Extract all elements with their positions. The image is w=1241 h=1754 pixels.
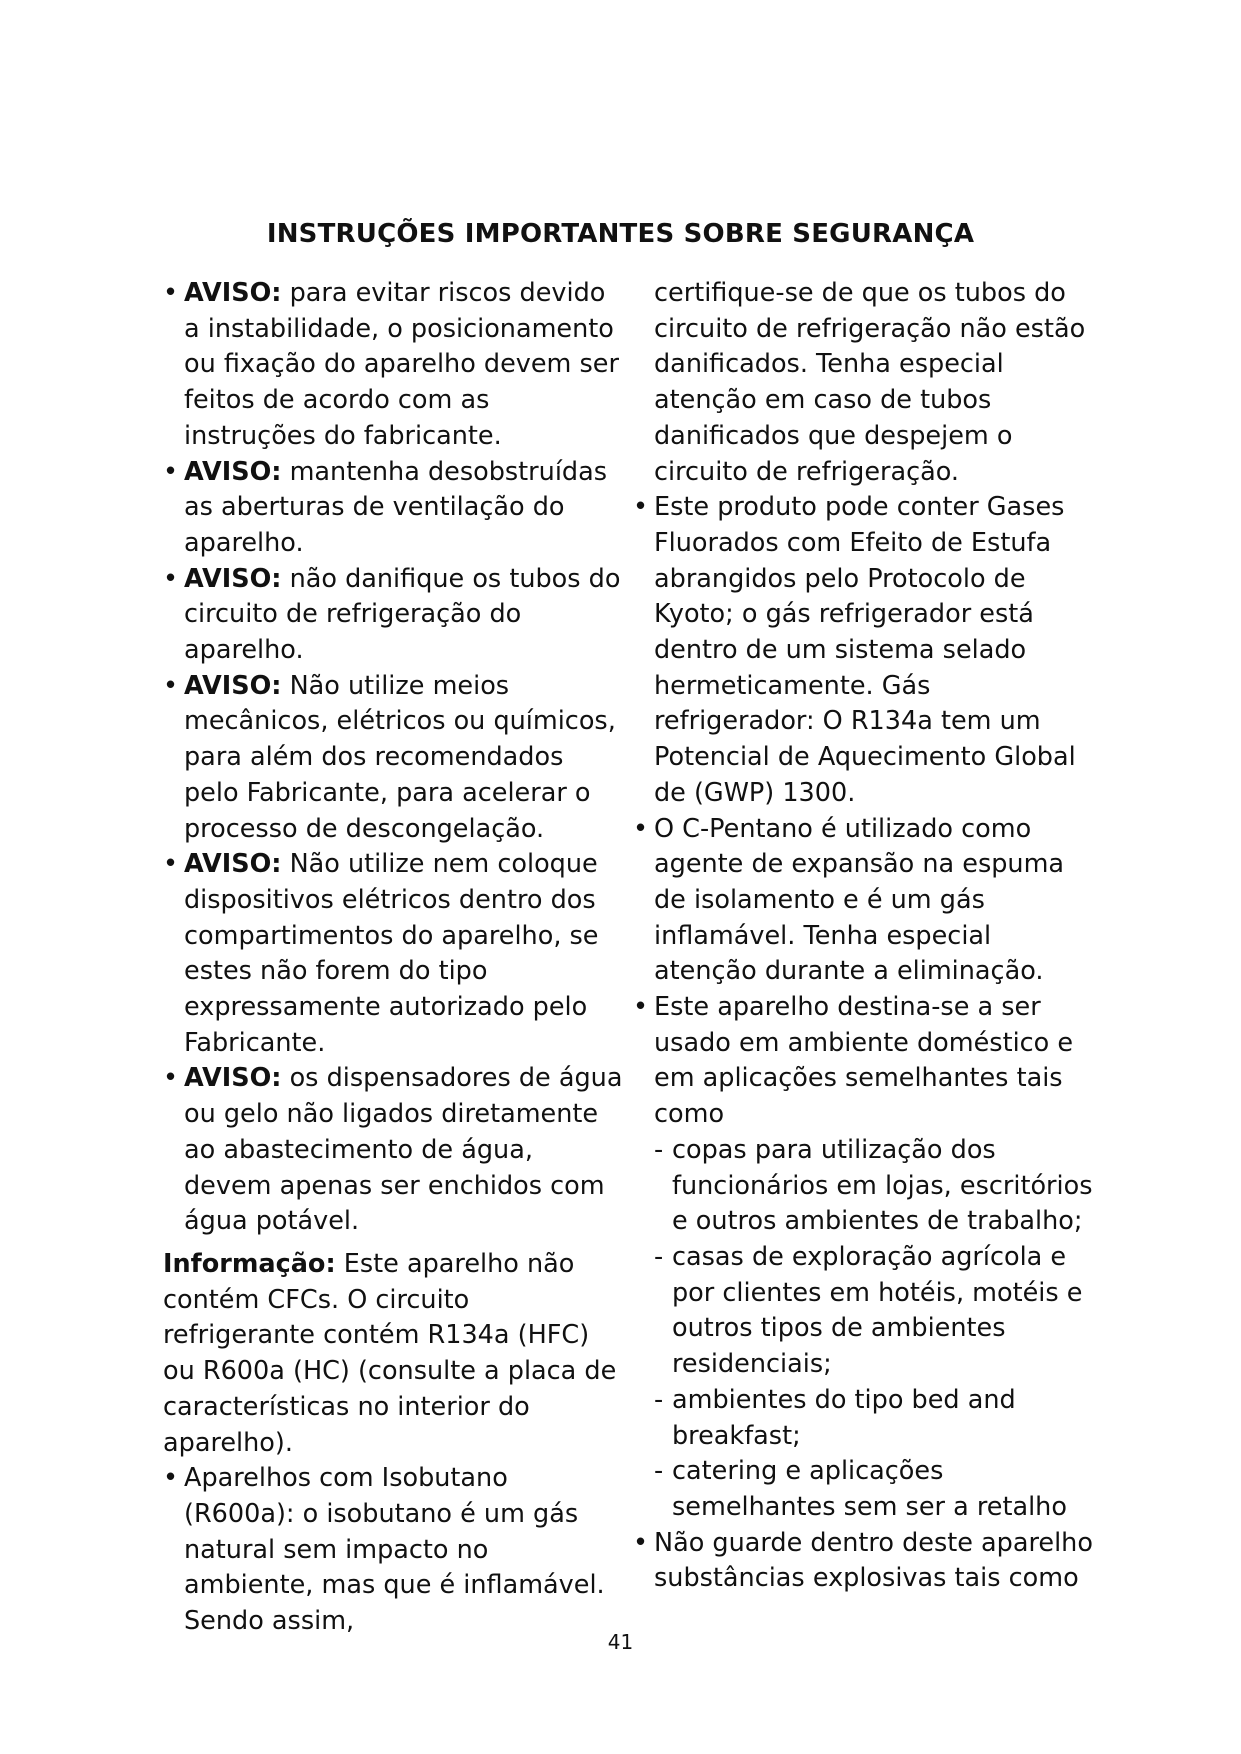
explosives-bullet [633,1526,1093,1597]
bullet-icon: • [633,492,649,523]
warning-text: mantenha desobstruídas as aberturas de ventilação do aparelho. [184,456,608,558]
warning-bullet-dispensers [163,1061,625,1240]
dash-icon: - [654,1134,664,1165]
dash-text: ambientes do tipo bed and breakfast; [672,1384,1016,1451]
warning-text: Não utilize meios mecânicos, elétricos ou químicos, para além dos recomendados pelo Fabricante, para acelerar o processo de descongelação. [184,670,616,844]
bullet-icon: • [163,1063,179,1094]
bullet-icon: • [163,670,179,701]
bullet-icon: • [163,563,179,594]
bullet-icon: • [633,813,649,844]
continuation-text: certifique-se de que os tubos do circuito de refrigeração não estão danificados. Tenha especial atenção em caso de tubos danificados que despejem o circuito de refrigeração. [654,278,1086,487]
bullet-text: Não guarde dentro deste aparelho substâncias explosivas tais como [654,1527,1093,1594]
info-text: Este aparelho não contém CFCs. O circuito refrigerante contém R134a (HFC) ou R600a (HC) (consulte a placa de características no interior do aparelho). [163,1248,617,1458]
dash-text: catering e aplicações semelhantes sem ser a retalho [672,1456,1067,1522]
bullet-text: Este aparelho destina-se a ser usado em ambiente doméstico e em aplicações semelhantes tais como [654,992,1074,1130]
dash-icon: - [654,1241,664,1272]
dash-item-bed-breakfast [633,1383,1093,1454]
warning-bullet-electrical [163,847,625,1061]
warning-label: AVISO: [184,278,282,308]
right-column [633,276,1093,1597]
dash-item-farm-houses [633,1240,1093,1383]
dash-item-catering [633,1454,1093,1525]
warning-text: para evitar riscos devido a instabilidade, o posicionamento ou fixação do aparelho devem ser feitos de acordo com as instruções do fabricante. [184,278,619,451]
page-title: INSTRUÇÕES IMPORTANTES SOBRE SEGURANÇA [266,219,975,249]
fluorinated-gases-bullet [633,490,1093,811]
dash-text: casas de exploração agrícola e por clientes em hotéis, motéis e outros tipos de ambientes residenciais; [672,1241,1083,1380]
info-paragraph [163,1247,625,1461]
c-pentano-bullet [633,812,1093,991]
left-column [163,276,625,1640]
page-number: 41 [607,1630,634,1654]
bullet-icon: • [633,1527,649,1558]
warning-bullet-tubes [163,562,625,669]
dash-icon: - [654,1384,664,1415]
info-label: Informação: [163,1248,336,1279]
dash-text: copas para utilização dos funcionários em lojas, escritórios e outros ambientes de trabalho; [672,1134,1093,1237]
bullet-icon: • [163,849,179,880]
isobutano-text: Aparelhos com Isobutano (R600a): o isobutano é um gás natural sem impacto no ambiente, mas que é inflamável. Sendo assim, [184,1463,605,1637]
warning-label: AVISO: [184,1063,282,1094]
bullet-icon: • [163,1463,179,1494]
warning-bullet-ventilation [163,455,625,562]
warning-label: AVISO: [184,849,282,880]
dash-item-staff-kitchens [633,1133,1093,1240]
warning-text: os dispensadores de água ou gelo não ligados diretamente ao abastecimento de água, devem apenas ser enchidos com água potável. [184,1063,623,1237]
warning-text: não danifique os tubos do circuito de refrigeração do aparelho. [184,563,621,666]
bullet-icon: • [633,992,649,1023]
warning-label: AVISO: [184,456,282,487]
warning-bullet-defrost [163,669,625,848]
warning-label: AVISO: [184,563,282,594]
bullet-text: O C-Pentano é utilizado como agente de expansão na espuma de isolamento e é um gás inflamável. Tenha especial atenção durante a eliminação. [654,813,1065,987]
warning-bullet-ventilation-stability [163,276,625,455]
bullet-icon: • [163,278,179,308]
dash-icon: - [654,1456,664,1487]
warning-text: Não utilize nem coloque dispositivos elétricos dentro dos compartimentos do aparelho, se estes não forem do tipo expressamente autorizado pelo Fabricante. [184,849,599,1058]
bullet-icon: • [163,456,179,487]
warning-label: AVISO: [184,670,282,701]
domestic-use-bullet [633,990,1093,1133]
isobutano-bullet [163,1461,625,1640]
bullet-text: Este produto pode conter Gases Fluorados com Efeito de Estufa abrangidos pelo Protocolo de Kyoto; o gás refrigerador está dentro de um sistema selado hermeticamente. Gás refrigerador: O R134a tem um Potencial de Aquecimento Global de (GWP) 1300. [654,492,1076,808]
